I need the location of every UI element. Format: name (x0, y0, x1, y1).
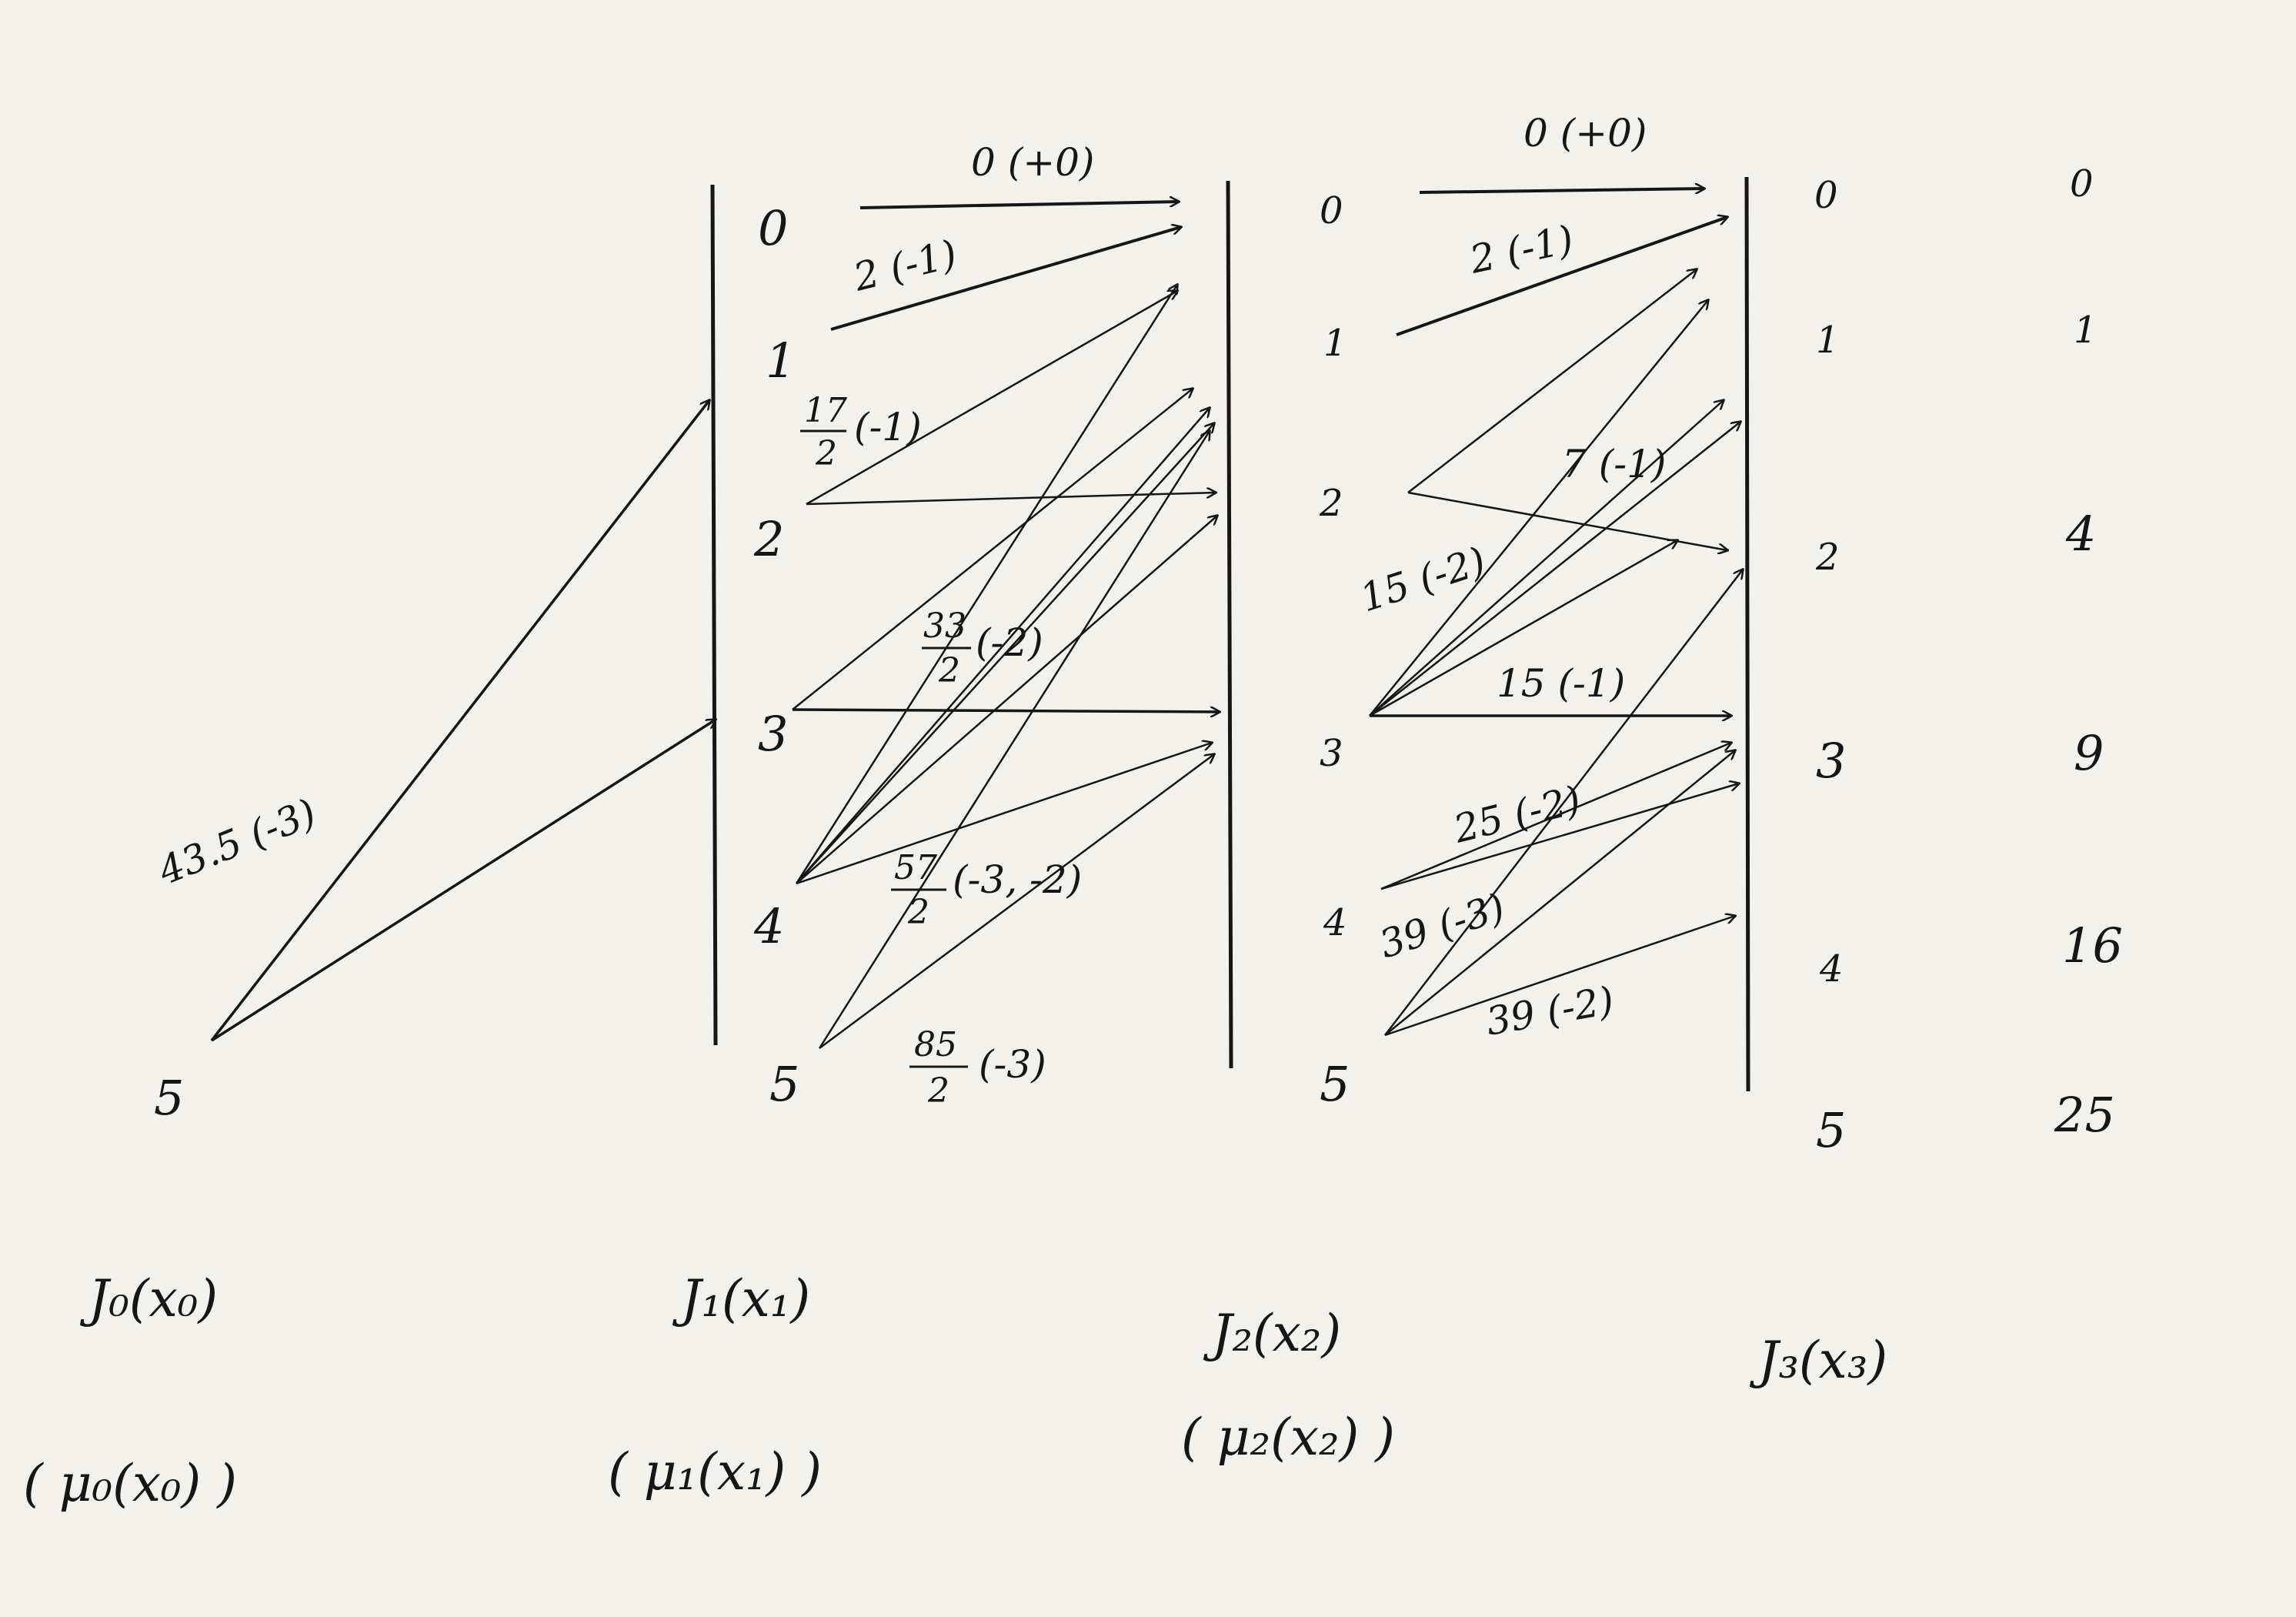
divider-stage3 (1747, 177, 1748, 1091)
edge-label-s1-row1: 2 (-1) (849, 231, 962, 300)
edge-label-s0: 43.5 (-3) (152, 790, 322, 894)
edge-label-s2-row3b: 15 (-1) (1497, 661, 1626, 706)
edges-stage0 (212, 400, 716, 1041)
state-s3-0: 0 (1814, 174, 1838, 217)
stage3-states (1814, 174, 1846, 1158)
divider-stage1 (712, 185, 716, 1045)
edge-s2-3-1 (1370, 300, 1708, 716)
state-s3-1: 1 (1816, 319, 1840, 362)
stage-labels (23, 1269, 1887, 1513)
J2-label: J₂(x₂) (1212, 1304, 1342, 1363)
edge-label-s1-row5 (909, 1025, 1046, 1111)
J0-label: J₀(x₀) (88, 1269, 219, 1328)
terminal-costs (2054, 162, 2123, 1143)
state-s2-3: 3 (1320, 732, 1343, 775)
state-s2-0: 0 (1320, 189, 1343, 232)
edge-s0-5-to-2 (212, 400, 709, 1041)
mu1-label: ( μ₁(x₁) ) (608, 1442, 822, 1502)
edge-label-s2-top: 0 (+0) (1523, 111, 1647, 155)
edge-label-s1-top: 0 (+0) (971, 140, 1095, 185)
frac-tail: (-2) (976, 620, 1043, 665)
edge-s1-3-3 (793, 710, 1220, 712)
J1-label: J₁(x₁) (681, 1269, 811, 1328)
state-s2-1: 1 (1323, 322, 1347, 365)
stage0-states (154, 1070, 184, 1126)
edge-s1-4-3 (796, 516, 1217, 884)
edge-s2-2-2 (1408, 493, 1727, 550)
frac-den: 2 (928, 1071, 949, 1111)
state-s2-4: 4 (1323, 901, 1347, 944)
mu2-label: ( μ₂(x₂) ) (1181, 1408, 1395, 1467)
edge-s1-0-0 (860, 202, 1179, 208)
stage2-states (1319, 189, 1350, 1112)
edge-labels (152, 111, 1667, 1111)
edge-label-s2-row5a: 39 (-3) (1373, 884, 1510, 967)
edge-s2-0-0 (1420, 189, 1704, 192)
edge-s1-5-2 (819, 431, 1210, 1048)
state-s2-2: 2 (1320, 482, 1343, 525)
terminal-cost-3: 9 (2074, 725, 2104, 781)
frac-tail: (-1) (854, 405, 922, 449)
frac-num: 85 (914, 1025, 957, 1064)
frac-tail: (-3, -2) (953, 857, 1083, 902)
state-s2-5: 5 (1320, 1056, 1350, 1112)
state-s1-4: 4 (754, 898, 785, 954)
frac-num: 57 (894, 848, 937, 887)
edge-label-s2-row3a: 15 (-2) (1354, 538, 1491, 621)
stage1-states (753, 200, 799, 1112)
edge-label-s1-row4 (891, 848, 1082, 932)
state-s1-0: 0 (758, 200, 789, 256)
terminal-cost-5: 25 (2054, 1087, 2115, 1143)
edge-s1-4-1 (796, 285, 1177, 884)
mu0-label: ( μ₀(x₀) ) (23, 1454, 237, 1513)
state-s1-2: 2 (754, 511, 785, 567)
divider-stage2 (1228, 181, 1231, 1068)
frac-den: 2 (908, 893, 929, 932)
edge-label-s2-row1: 2 (-1) (1466, 216, 1577, 282)
state-s1-3: 3 (758, 706, 789, 762)
state-s3-4: 4 (1820, 947, 1844, 991)
edge-label-s1-row2 (800, 391, 922, 473)
state-s3-3: 3 (1816, 733, 1847, 789)
J3-label: J₃(x₃) (1758, 1331, 1888, 1390)
frac-den: 2 (816, 434, 837, 473)
terminal-cost-2: 4 (2066, 506, 2097, 562)
terminal-cost-1: 1 (2074, 309, 2097, 352)
edge-label-s2-row2: 7 (-1) (1562, 442, 1667, 486)
edge-s1-2-2 (806, 493, 1216, 504)
state-s3-2: 2 (1816, 536, 1840, 579)
state-s0-5: 5 (154, 1070, 185, 1126)
frac-num: 17 (804, 391, 847, 430)
state-s1-1: 1 (766, 332, 796, 389)
edge-label-s2-row5b: 39 (-2) (1483, 977, 1617, 1044)
edge-label-s2-row4: 25 (-2) (1449, 777, 1586, 852)
stage-dividers (712, 177, 1748, 1091)
terminal-cost-4: 16 (2062, 917, 2123, 974)
terminal-cost-0: 0 (2070, 162, 2094, 205)
edge-s1-2-1 (806, 291, 1177, 504)
state-s3-5: 5 (1816, 1102, 1847, 1158)
frac-num: 33 (923, 606, 966, 646)
frac-tail: (-3) (979, 1042, 1046, 1087)
state-s1-5: 5 (769, 1056, 800, 1112)
edge-s0-5-to-3 (212, 720, 716, 1041)
frac-den: 2 (939, 651, 960, 690)
